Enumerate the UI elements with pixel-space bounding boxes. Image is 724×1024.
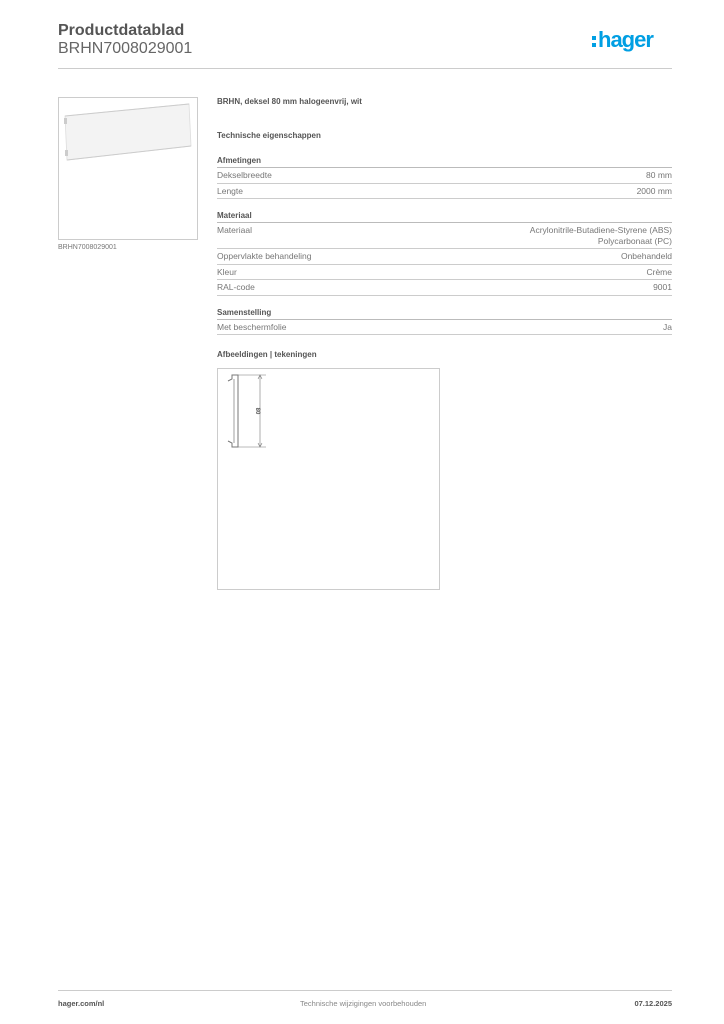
spec-row xyxy=(217,280,672,296)
product-image xyxy=(58,97,198,240)
spec-value-line: 9001 xyxy=(653,282,672,292)
spec-value-line: 80 mm xyxy=(646,170,672,180)
spec-value-line: Acrylonitrile-Butadiene-Styrene (ABS) xyxy=(529,225,672,235)
spec-label: Materiaal xyxy=(217,225,252,235)
drawings-heading: Afbeeldingen | tekeningen xyxy=(217,350,317,359)
footer-notice: Technische wijzigingen voorbehouden xyxy=(300,999,427,1008)
spec-row xyxy=(217,168,672,184)
spec-label: RAL-code xyxy=(217,282,255,292)
spec-value-line: Crème xyxy=(646,266,672,277)
product-code: BRHN7008029001 xyxy=(58,40,193,57)
spec-row xyxy=(217,249,672,265)
spec-label: Lengte xyxy=(217,185,243,196)
footer-divider xyxy=(58,990,672,991)
product-description: BRHN, deksel 80 mm halogeenvrij, wit xyxy=(217,97,362,106)
spec-row xyxy=(217,320,672,336)
spec-value xyxy=(646,170,672,181)
spec-value xyxy=(653,282,672,293)
spec-value-line: Ja xyxy=(663,321,672,332)
specs-table xyxy=(217,155,672,335)
technical-heading: Technische eigenschappen xyxy=(217,131,321,140)
spec-value xyxy=(621,251,672,262)
page-title: Productdatablad xyxy=(58,22,185,39)
dimension-label: 80 xyxy=(254,407,260,415)
spec-label: Oppervlakte behandeling xyxy=(217,251,312,261)
spec-value-line: 2000 mm xyxy=(636,185,672,196)
spec-value xyxy=(530,225,672,246)
spec-row xyxy=(217,184,672,200)
spec-label: Dekselbreedte xyxy=(217,170,272,180)
spec-value-line: Onbehandeld xyxy=(620,251,672,261)
spec-value-line: Polycarbonaat (PC) xyxy=(597,235,672,246)
svg-text:hager: hager xyxy=(598,28,653,52)
technical-drawing xyxy=(217,368,440,590)
hager-logo xyxy=(592,28,674,59)
spec-label: Met beschermfolie xyxy=(217,321,287,332)
spec-section-heading: Materiaal xyxy=(217,210,672,223)
spec-section-heading: Afmetingen xyxy=(217,155,672,168)
spec-row xyxy=(217,265,672,281)
product-image-caption: BRHN7008029001 xyxy=(58,244,117,251)
spec-row xyxy=(217,223,672,249)
footer-website[interactable]: hager.com/nl xyxy=(58,999,105,1008)
spec-label: Kleur xyxy=(217,266,237,277)
spec-value xyxy=(663,322,672,333)
footer-date: 07.12.2025 xyxy=(634,999,672,1008)
spec-value xyxy=(637,186,672,197)
header-divider xyxy=(58,68,672,69)
spec-value xyxy=(646,267,672,278)
spec-section-heading: Samenstelling xyxy=(217,307,672,320)
